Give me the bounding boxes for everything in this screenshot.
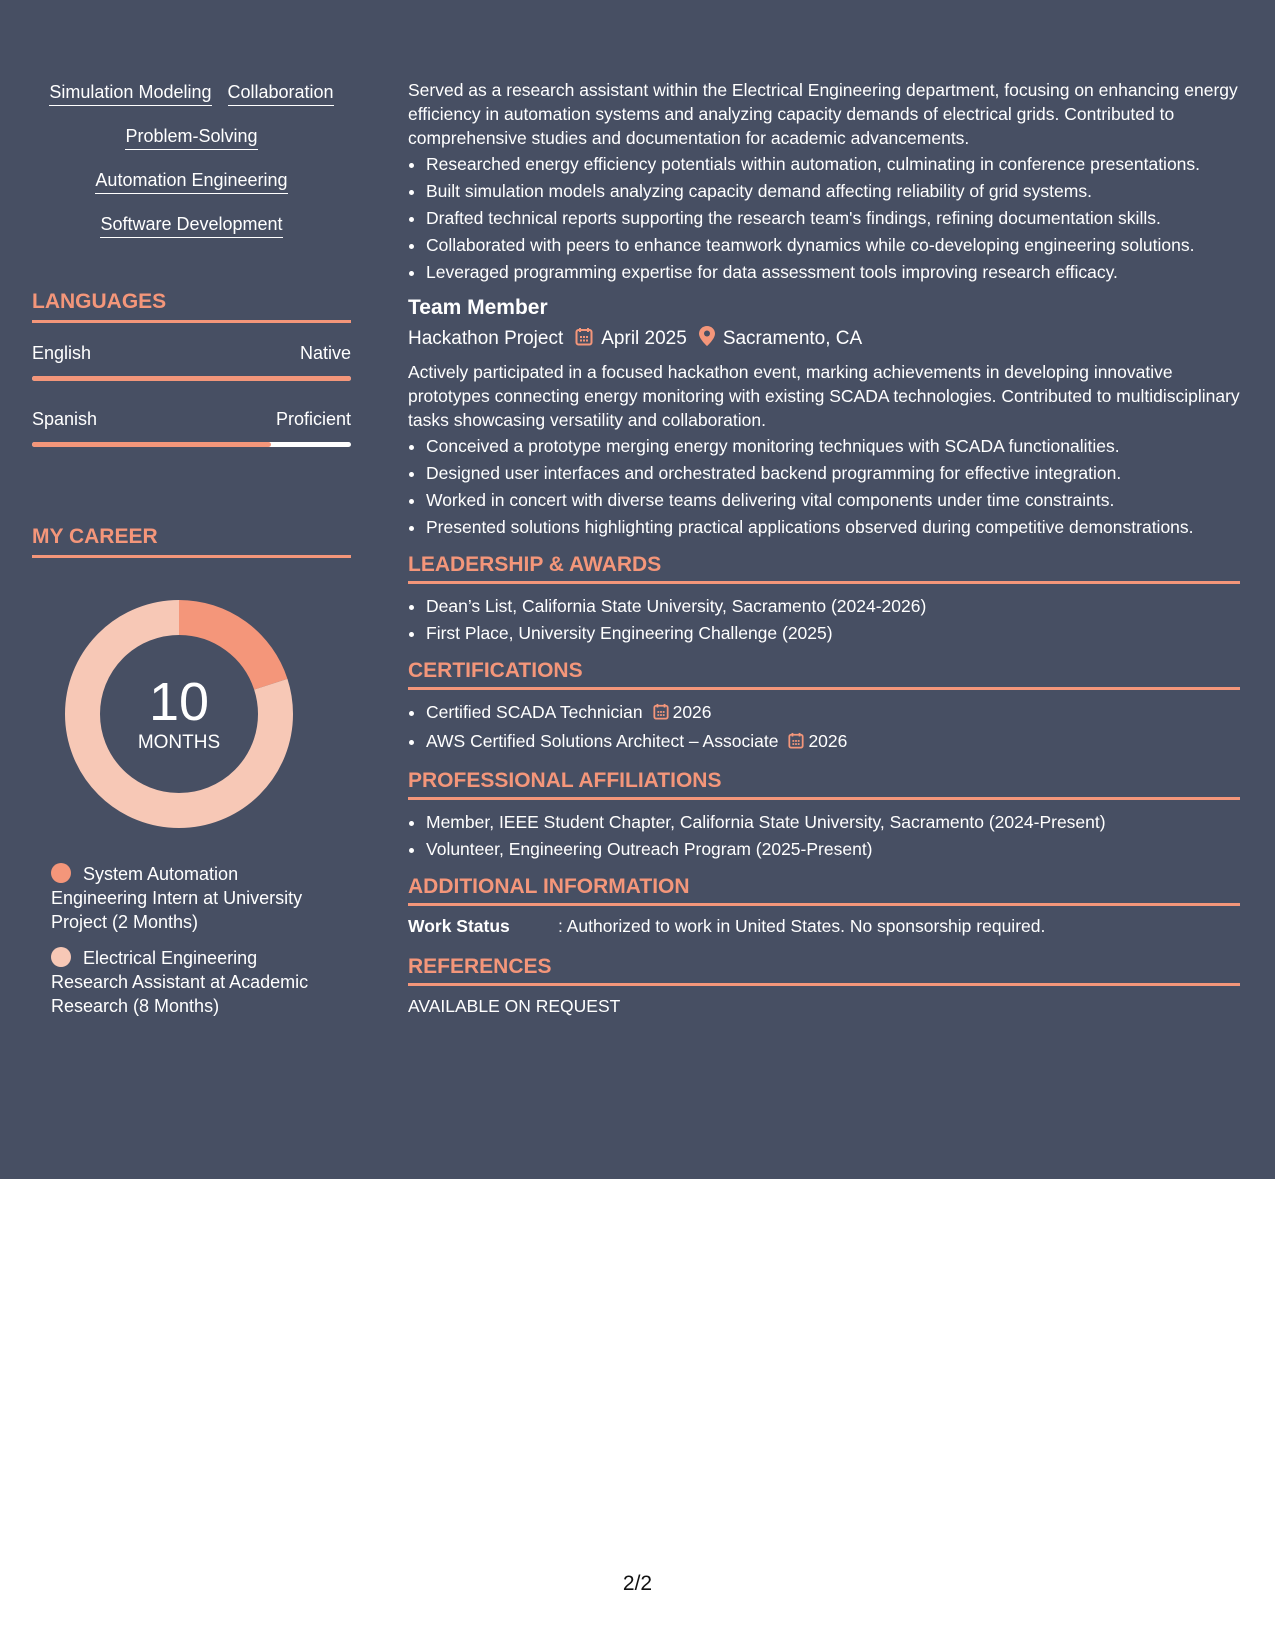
legend-item	[51, 862, 331, 934]
list-item: • Conceived a prototype merging energy monitoring techniques with SCADA functionalities.	[426, 434, 1240, 458]
list-item: • Researched energy efficiency potentials within automation, culminating in conference presentations.	[426, 152, 1240, 176]
language-item	[32, 343, 351, 381]
list-item	[426, 700, 1240, 726]
right-column	[408, 78, 1240, 1017]
career-heading: MY CAREER	[32, 525, 351, 558]
language-item	[32, 409, 351, 447]
career-donut-chart	[65, 600, 293, 828]
awards-list	[408, 594, 1240, 645]
languages-heading: LANGUAGES	[32, 290, 351, 323]
legend-label: Electrical Engineering Research Assistant at Academic Research (8 Months)	[51, 948, 309, 1016]
list-item: • Dean’s List, California State University, Sacramento (2024-2026)	[426, 594, 1240, 618]
certification-year: 2026	[808, 731, 848, 751]
role-organization: Hackathon Project	[408, 328, 564, 349]
career-unit: MONTHS	[137, 732, 221, 753]
hackathon-summary: Actively participated in a focused hackathon event, marking achievements in developing innovative prototypes connecting energy monitoring with existing SCADA technologies. Contributed to multidisciplinary tasks showcasing versatility and collaboration.	[408, 362, 1240, 430]
hackathon-bullets	[408, 434, 1240, 539]
list-item: • Built simulation models analyzing capacity demand affecting reliability of grid systems.	[426, 179, 1240, 203]
references-text: AVAILABLE ON REQUEST	[408, 996, 621, 1016]
map-pin-icon	[699, 326, 715, 352]
calendar-icon	[575, 327, 593, 352]
role-meta	[408, 326, 1240, 352]
career-total: 10	[148, 672, 210, 732]
legend-dot	[51, 947, 71, 967]
list-item: • Designed user interfaces and orchestrated backend programming for effective integration.	[426, 461, 1240, 485]
additional-info-heading: ADDITIONAL INFORMATION	[408, 875, 1240, 906]
skill-tag: Collaboration	[228, 82, 334, 106]
list-item	[426, 729, 1240, 755]
references-heading: REFERENCES	[408, 955, 1240, 986]
calendar-icon	[653, 702, 669, 726]
career-legend	[32, 862, 351, 1018]
skill-tag: Problem-Solving	[125, 126, 257, 150]
skill-tag: Simulation Modeling	[49, 82, 211, 106]
list-item: • Presented solutions highlighting practical applications observed during competitive demonstrations.	[426, 515, 1240, 539]
research-bullets	[408, 152, 1240, 284]
research-summary: Served as a research assistant within the Electrical Engineering department, focusing on enhancing energy efficiency in automation systems and analyzing capacity demands of electrical grids. Contributed to comprehensive studies and documentation for academic advancements.	[408, 80, 1238, 148]
language-level-fill	[32, 442, 271, 447]
language-level-bar	[32, 442, 351, 447]
skills-list	[32, 82, 351, 238]
language-name: English	[32, 343, 92, 363]
affiliations-heading: PROFESSIONAL AFFILIATIONS	[408, 769, 1240, 800]
legend-item	[51, 946, 331, 1018]
work-status-label: Work Status	[408, 916, 510, 936]
role-location: Sacramento, CA	[722, 328, 863, 349]
work-status-value: : Authorized to work in United States. No sponsorship required.	[558, 916, 1046, 936]
role-date: April 2025	[601, 328, 687, 349]
role-title: Team Member	[408, 296, 548, 319]
legend-label: System Automation Engineering Intern at University Project (2 Months)	[51, 864, 303, 932]
list-item: • Leveraged programming expertise for data assessment tools improving research efficacy.	[426, 260, 1240, 284]
list-item: • Collaborated with peers to enhance teamwork dynamics while co-developing engineering solutions.	[426, 233, 1240, 257]
list-item: • Drafted technical reports supporting the research team's findings, refining documentation skills.	[426, 206, 1240, 230]
list-item: • Worked in concert with diverse teams delivering vital components under time constraints.	[426, 488, 1240, 512]
list-item: • Volunteer, Engineering Outreach Program (2025-Present)	[426, 837, 1240, 861]
certification-year: 2026	[672, 702, 712, 722]
donut-center	[65, 600, 293, 828]
page-number: 2/2	[622, 1572, 653, 1595]
certification-name: Certified SCADA Technician	[426, 702, 643, 722]
work-status-row	[408, 916, 1240, 937]
skill-tag: Software Development	[100, 214, 282, 238]
language-level: Proficient	[275, 409, 351, 429]
language-name: Spanish	[32, 409, 98, 429]
list-item: • First Place, University Engineering Challenge (2025)	[426, 621, 1240, 645]
certification-name: AWS Certified Solutions Architect – Associate	[426, 731, 779, 751]
certifications-list	[408, 700, 1240, 755]
certifications-heading: CERTIFICATIONS	[408, 659, 1240, 690]
language-level: Native	[299, 343, 351, 363]
affiliations-list	[408, 810, 1240, 861]
calendar-icon	[788, 731, 804, 755]
language-level-fill	[32, 376, 351, 381]
language-level-bar	[32, 376, 351, 381]
skill-tag: Automation Engineering	[95, 170, 287, 194]
list-item: • Member, IEEE Student Chapter, California State University, Sacramento (2024-Present)	[426, 810, 1240, 834]
legend-dot	[51, 863, 71, 883]
awards-heading: LEADERSHIP & AWARDS	[408, 553, 1240, 584]
left-column	[32, 82, 351, 1030]
